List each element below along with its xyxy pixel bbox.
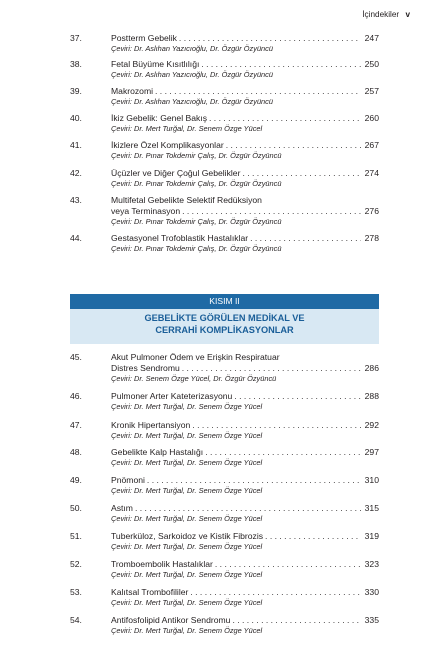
chapter-page-number: 286 xyxy=(364,363,379,373)
chapter-info xyxy=(111,140,379,161)
chapter-number: 38. xyxy=(70,59,82,69)
chapter-number: 40. xyxy=(70,113,82,123)
chapter-title-line xyxy=(111,86,379,97)
chapter-title: İkizlere Özel Komplikasyonlar xyxy=(111,140,224,150)
chapter-title: Astım xyxy=(111,503,133,513)
chapter-number: 48. xyxy=(70,447,82,457)
chapter-title: Kalıtsal Trombofililer xyxy=(111,587,189,597)
chapter-number: 51. xyxy=(70,531,82,541)
chapter-title-line xyxy=(111,559,379,570)
running-header xyxy=(362,10,410,19)
chapter-title: İkiz Gebelik: Genel Bakış xyxy=(111,113,208,123)
chapter-title: Postterm Gebelik xyxy=(111,33,177,43)
dot-leader xyxy=(234,391,360,402)
dot-leader xyxy=(232,615,360,626)
chapter-page-number: 278 xyxy=(364,233,379,243)
chapter-translators: Çeviri: Dr. Mert Turğal, Dr. Senem Özge Yücel xyxy=(111,570,263,579)
chapter-title-line xyxy=(111,420,379,431)
dot-leader xyxy=(209,113,361,124)
chapter-number: 41. xyxy=(70,140,82,150)
chapter-translators: Çeviri: Dr. Pınar Tokdemir Çalış, Dr. Özgür Özyüncü xyxy=(111,151,282,160)
chapter-translators: Çeviri: Dr. Mert Turğal, Dr. Senem Özge Yücel xyxy=(111,124,263,133)
chapter-info xyxy=(111,615,379,636)
chapter-title: Kronik Hipertansiyon xyxy=(111,420,191,430)
chapter-title: Makrozomi xyxy=(111,86,154,96)
chapter-translators: Çeviri: Dr. Mert Turğal, Dr. Senem Özge Yücel xyxy=(111,626,263,635)
chapter-page-number: 323 xyxy=(364,559,379,569)
chapter-page-number: 247 xyxy=(364,33,379,43)
chapter-translators: Çeviri: Dr. Mert Turğal, Dr. Senem Özge Yücel xyxy=(111,486,263,495)
chapter-translators: Çeviri: Dr. Mert Turğal, Dr. Senem Özge Yücel xyxy=(111,514,263,523)
chapter-page-number: 310 xyxy=(364,475,379,485)
chapter-translators: Çeviri: Dr. Mert Turğal, Dr. Senem Özge Yücel xyxy=(111,458,263,467)
chapter-info xyxy=(111,391,379,412)
chapter-translators: Çeviri: Dr. Mert Turğal, Dr. Senem Özge Yücel xyxy=(111,431,263,440)
chapter-title: Üçüzler ve Diğer Çoğul Gebelikler xyxy=(111,168,241,178)
chapter-title: Gestasyonel Trofoblastik Hastalıklar xyxy=(111,233,249,243)
chapter-info xyxy=(111,420,379,441)
dot-leader xyxy=(265,531,361,542)
chapter-number: 49. xyxy=(70,475,82,485)
chapter-page-number: 315 xyxy=(364,503,379,513)
chapter-number: 42. xyxy=(70,168,82,178)
chapter-info xyxy=(111,86,379,107)
dot-leader xyxy=(250,233,361,244)
dot-leader xyxy=(215,559,361,570)
chapter-title-line xyxy=(111,33,379,44)
chapter-page-number: 276 xyxy=(364,206,379,216)
chapter-number: 45. xyxy=(70,352,82,362)
chapter-info xyxy=(111,475,379,496)
dot-leader xyxy=(201,59,360,70)
dot-leader xyxy=(179,33,361,44)
chapter-title-line xyxy=(111,391,379,402)
chapter-info xyxy=(111,503,379,524)
chapter-page-number: 274 xyxy=(364,168,379,178)
dot-leader xyxy=(147,475,361,486)
chapter-title-line xyxy=(111,140,379,151)
chapter-title-line xyxy=(111,363,379,374)
chapter-translators: Çeviri: Dr. Senem Özge Yücel, Dr. Özgür Özyüncü xyxy=(111,374,277,383)
chapter-translators: Çeviri: Dr. Pınar Tokdemir Çalış, Dr. Özgür Özyüncü xyxy=(111,179,282,188)
chapter-info xyxy=(111,59,379,80)
chapter-title: Pulmoner Arter Kateterizasyonu xyxy=(111,391,233,401)
chapter-number: 46. xyxy=(70,391,82,401)
chapter-page-number: 288 xyxy=(364,391,379,401)
part-title-line-1: GEBELİKTE GÖRÜLEN MEDİKAL VE xyxy=(144,313,305,323)
chapter-title: Pnömoni xyxy=(111,475,145,485)
part-heading xyxy=(70,294,379,344)
chapter-translators: Çeviri: Dr. Mert Turğal, Dr. Senem Özge Yücel xyxy=(111,402,263,411)
part-title-line-2: CERRAHİ KOMPLİKASYONLAR xyxy=(155,324,294,335)
chapter-title-line xyxy=(111,233,379,244)
chapter-title-line xyxy=(111,59,379,70)
chapter-title: Antifosfolipid Antikor Sendromu xyxy=(111,615,231,625)
header-section-label: İçindekiler xyxy=(362,10,400,19)
chapter-page-number: 330 xyxy=(364,587,379,597)
chapter-number: 37. xyxy=(70,33,82,43)
chapter-title: Tromboembolik Hastalıklar xyxy=(111,559,213,569)
chapter-title-line xyxy=(111,503,379,514)
chapter-page-number: 257 xyxy=(364,86,379,96)
chapter-page-number: 319 xyxy=(364,531,379,541)
chapter-translators: Çeviri: Dr. Mert Turğal, Dr. Senem Özge Yücel xyxy=(111,542,263,551)
chapter-title: Fetal Büyüme Kısıtlılığı xyxy=(111,59,200,69)
chapter-title-line xyxy=(111,475,379,486)
chapter-title-line xyxy=(111,587,379,598)
chapter-translators: Çeviri: Dr. Pınar Tokdemir Çalış, Dr. Özgür Özyüncü xyxy=(111,244,282,253)
dot-leader xyxy=(205,447,360,458)
dot-leader xyxy=(242,168,360,179)
chapter-info xyxy=(111,33,379,54)
chapter-title-line xyxy=(111,113,379,124)
header-page-number: v xyxy=(405,10,410,19)
dot-leader xyxy=(192,420,360,431)
chapter-info xyxy=(111,113,379,134)
chapter-info xyxy=(111,168,379,189)
chapter-info xyxy=(111,587,379,608)
chapter-title: Gebelikte Kalp Hastalığı xyxy=(111,447,204,457)
chapter-number: 39. xyxy=(70,86,82,96)
chapter-page-number: 267 xyxy=(364,140,379,150)
chapter-translators: Çeviri: Dr. Aslıhan Yazıcıoğlu, Dr. Özgür Özyüncü xyxy=(111,44,273,53)
chapter-title-first-line: Akut Pulmoner Ödem ve Erişkin Respiratuar xyxy=(111,352,280,362)
chapter-title-line xyxy=(111,447,379,458)
chapter-page-number: 260 xyxy=(364,113,379,123)
dot-leader xyxy=(135,503,361,514)
chapter-number: 52. xyxy=(70,559,82,569)
chapter-translators: Çeviri: Dr. Aslıhan Yazıcıoğlu, Dr. Özgür Özyüncü xyxy=(111,70,273,79)
chapter-page-number: 297 xyxy=(364,447,379,457)
dot-leader xyxy=(226,140,361,151)
chapter-number: 43. xyxy=(70,195,82,205)
chapter-title-line xyxy=(111,206,379,217)
dot-leader xyxy=(155,86,361,97)
chapter-title-line xyxy=(111,615,379,626)
chapter-info xyxy=(111,559,379,580)
chapter-number: 54. xyxy=(70,615,82,625)
chapter-info xyxy=(111,195,379,227)
chapter-title: veya Terminasyon xyxy=(111,206,181,216)
chapter-info xyxy=(111,352,379,384)
chapter-title-first-line: Multifetal Gebelikte Selektif Redüksiyon xyxy=(111,195,262,205)
chapter-title-line xyxy=(111,531,379,542)
chapter-page-number: 250 xyxy=(364,59,379,69)
part-label: KISIM II xyxy=(70,294,379,309)
chapter-translators: Çeviri: Dr. Pınar Tokdemir Çalış, Dr. Özgür Özyüncü xyxy=(111,217,282,226)
chapter-title: Tuberküloz, Sarkoidoz ve Kistik Fibrozis xyxy=(111,531,264,541)
chapter-title: Distres Sendromu xyxy=(111,363,180,373)
chapter-info xyxy=(111,531,379,552)
chapter-page-number: 292 xyxy=(364,420,379,430)
chapter-number: 53. xyxy=(70,587,82,597)
chapter-translators: Çeviri: Dr. Mert Turğal, Dr. Senem Özge Yücel xyxy=(111,598,263,607)
part-title xyxy=(70,313,379,336)
chapter-title-line xyxy=(111,168,379,179)
chapter-translators: Çeviri: Dr. Aslıhan Yazıcıoğlu, Dr. Özgür Özyüncü xyxy=(111,97,273,106)
chapter-number: 47. xyxy=(70,420,82,430)
dot-leader xyxy=(190,587,360,598)
chapter-page-number: 335 xyxy=(364,615,379,625)
chapter-info xyxy=(111,447,379,468)
dot-leader xyxy=(182,206,361,217)
chapter-number: 44. xyxy=(70,233,82,243)
chapter-number: 50. xyxy=(70,503,82,513)
dot-leader xyxy=(182,363,361,374)
chapter-info xyxy=(111,233,379,254)
